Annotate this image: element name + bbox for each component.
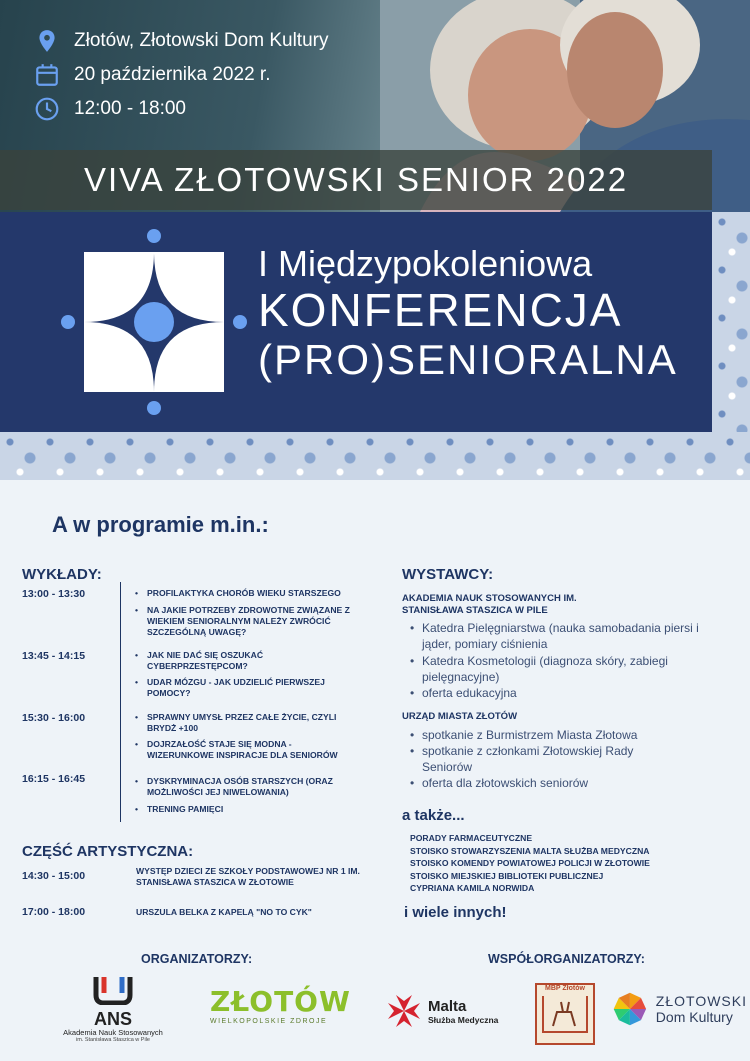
maltese-cross-icon bbox=[386, 993, 422, 1029]
exhibitors-heading: WYSTAWCY: bbox=[402, 566, 494, 583]
lecture-item: • SPRAWNY UMYSŁ PRZEZ CAŁE ŻYCIE, CZYLI BRYDŻ +100 bbox=[135, 712, 350, 734]
calendar-icon bbox=[34, 62, 60, 88]
location-row bbox=[34, 28, 328, 54]
zdk-sub: Dom Kultury bbox=[655, 1009, 733, 1025]
artistic-heading: CZĘŚĆ ARTYSTYCZNA: bbox=[22, 843, 194, 860]
zdk-name: ZŁOTOWSKI bbox=[655, 993, 747, 1009]
ans-logo bbox=[48, 975, 178, 1055]
exhibitor-item: • spotkanie z Burmistrzem Miasta Złotowa bbox=[410, 727, 710, 743]
event-banner: VIVA ZŁOTOWSKI SENIOR 2022 bbox=[0, 150, 712, 210]
also-item: CYPRIANA KAMILA NORWIDA bbox=[410, 883, 535, 893]
also-list bbox=[410, 832, 650, 895]
lectures-heading: WYKŁADY: bbox=[22, 566, 102, 583]
conference-title-line1: I Międzypokoleniowa bbox=[258, 243, 593, 284]
lecture-time: 15:30 - 16:00 bbox=[22, 712, 86, 724]
conference-title-line2: KONFERENCJA bbox=[258, 284, 623, 336]
event-time: 12:00 - 18:00 bbox=[74, 98, 186, 119]
artistic-item: WYSTĘP DZIECI ZE SZKOŁY PODSTAWOWEJ NR 1 IM. STANISŁAWA STASZICA W ZŁOTOWIE bbox=[136, 866, 360, 887]
lectures-divider bbox=[120, 582, 121, 822]
folk-pattern-strip bbox=[0, 432, 750, 480]
organizers-heading: ORGANIZATORZY: bbox=[141, 952, 253, 966]
flower-logo-icon bbox=[54, 222, 254, 422]
lecture-time: 13:00 - 13:30 bbox=[22, 588, 86, 600]
artistic-item: URSZULA BELKA Z KAPELĄ "NO TO CYK" bbox=[136, 907, 312, 917]
zlotow-sub: WIELKOPOLSKIE ZDROJE bbox=[210, 1018, 328, 1025]
also-item: STOISKO KOMENDY POWIATOWEJ POLICJI W ZŁOTOWIE bbox=[410, 858, 650, 868]
lecture-item: • TRENING PAMIĘCI bbox=[135, 804, 350, 815]
location-pin-icon bbox=[34, 28, 60, 54]
also-item: STOISKO STOWARZYSZENIA MALTA SŁUŻBA MEDYCZNA bbox=[410, 845, 650, 856]
date-row bbox=[34, 62, 270, 88]
ans-mark-icon bbox=[90, 975, 136, 1005]
also-item: STOISKO MIEJSKIEJ BIBLIOTEKI PUBLICZNEJ bbox=[410, 870, 604, 881]
conference-title bbox=[258, 244, 678, 384]
conference-title-line3: (PRO)SENIORALNA bbox=[258, 336, 678, 383]
lecture-item: • JAK NIE DAĆ SIĘ OSZUKAĆ CYBERPRZESTĘPCOM? bbox=[135, 650, 350, 672]
event-date: 20 października 2022 r. bbox=[74, 64, 271, 85]
ans-name: Akademia Nauk Stosowanych bbox=[63, 1028, 163, 1037]
lecture-time: 16:15 - 16:45 bbox=[22, 773, 86, 785]
zlotow-logo bbox=[210, 985, 351, 1025]
ans-sub: im. Stanisława Staszica w Pile bbox=[76, 1037, 150, 1043]
malta-sub: Służba Medyczna bbox=[428, 1014, 499, 1025]
lecture-time: 13:45 - 14:15 bbox=[22, 650, 86, 662]
more-text: i wiele innych! bbox=[404, 904, 507, 921]
also-heading: a także... bbox=[402, 807, 465, 824]
exhibitor-item: • oferta edukacyjna bbox=[410, 685, 710, 701]
zlotow-mark: ZŁOTÓW bbox=[210, 985, 351, 1018]
lecture-item: • DYSKRYMINACJA OSÓB STARSZYCH (ORAZ MOŻLIWOŚCI JEJ NIWELOWANIA) bbox=[135, 776, 350, 798]
lecture-item: • UDAR MÓZGU - JAK UDZIELIĆ PIERWSZEJ POMOCY? bbox=[135, 677, 350, 699]
zdk-logo bbox=[612, 988, 747, 1030]
ans-mark: ANS bbox=[93, 1009, 132, 1029]
artistic-time: 17:00 - 18:00 bbox=[22, 906, 86, 918]
malta-logo bbox=[386, 993, 521, 1029]
event-location: Złotów, Złotowski Dom Kultury bbox=[74, 30, 329, 51]
lecture-item: • NA JAKIE POTRZEBY ZDROWOTNE ZWIĄZANE Z WIEKIEM SENIORALNYM NALEŻY ZWRÓCIĆ SZCZEGÓLNĄ UWAGĘ? bbox=[135, 605, 350, 638]
mbp-logo bbox=[535, 983, 595, 1045]
lecture-item: • PROFILAKTYKA CHORÓB WIEKU STARSZEGO bbox=[135, 588, 350, 599]
program-heading: A w programie m.in.: bbox=[52, 512, 269, 537]
zdk-flower-icon bbox=[612, 988, 648, 1030]
mbp-name: MBP Złotów bbox=[545, 985, 585, 992]
time-row bbox=[34, 96, 186, 122]
lecture-item: • DOJRZAŁOŚĆ STAJE SIĘ MODNA - WIZERUNKOWE INSPIRACJE DLA SENIORÓW bbox=[135, 739, 350, 761]
exhibitor-item: • spotkanie z członkami Złotowskiej Rady Seniorów bbox=[410, 743, 680, 775]
exhibitor-name: URZĄD MIASTA ZŁOTÓW bbox=[402, 711, 518, 722]
also-item: PORADY FARMACEUTYCZNE bbox=[410, 833, 533, 843]
exhibitor-item: • Katedra Pielęgniarstwa (nauka samobadania piersi i jąder, pomiary ciśnienia bbox=[410, 620, 710, 652]
artistic-time: 14:30 - 15:00 bbox=[22, 870, 86, 882]
exhibitor-item: • Katedra Kosmetologii (diagnoza skóry, zabiegi pielęgnacyjne) bbox=[410, 653, 710, 685]
clock-icon bbox=[34, 96, 60, 122]
malta-name: Malta bbox=[428, 997, 467, 1015]
exhibitor-name: AKADEMIA NAUK STOSOWANYCH IM. STANISŁAWA STASZICA W PILE bbox=[402, 593, 577, 616]
deer-emblem-icon bbox=[537, 992, 593, 1038]
coorganizers-heading: WSPÓŁORGANIZATORZY: bbox=[488, 952, 645, 966]
exhibitor-item: • oferta dla złotowskich seniorów bbox=[410, 775, 710, 791]
